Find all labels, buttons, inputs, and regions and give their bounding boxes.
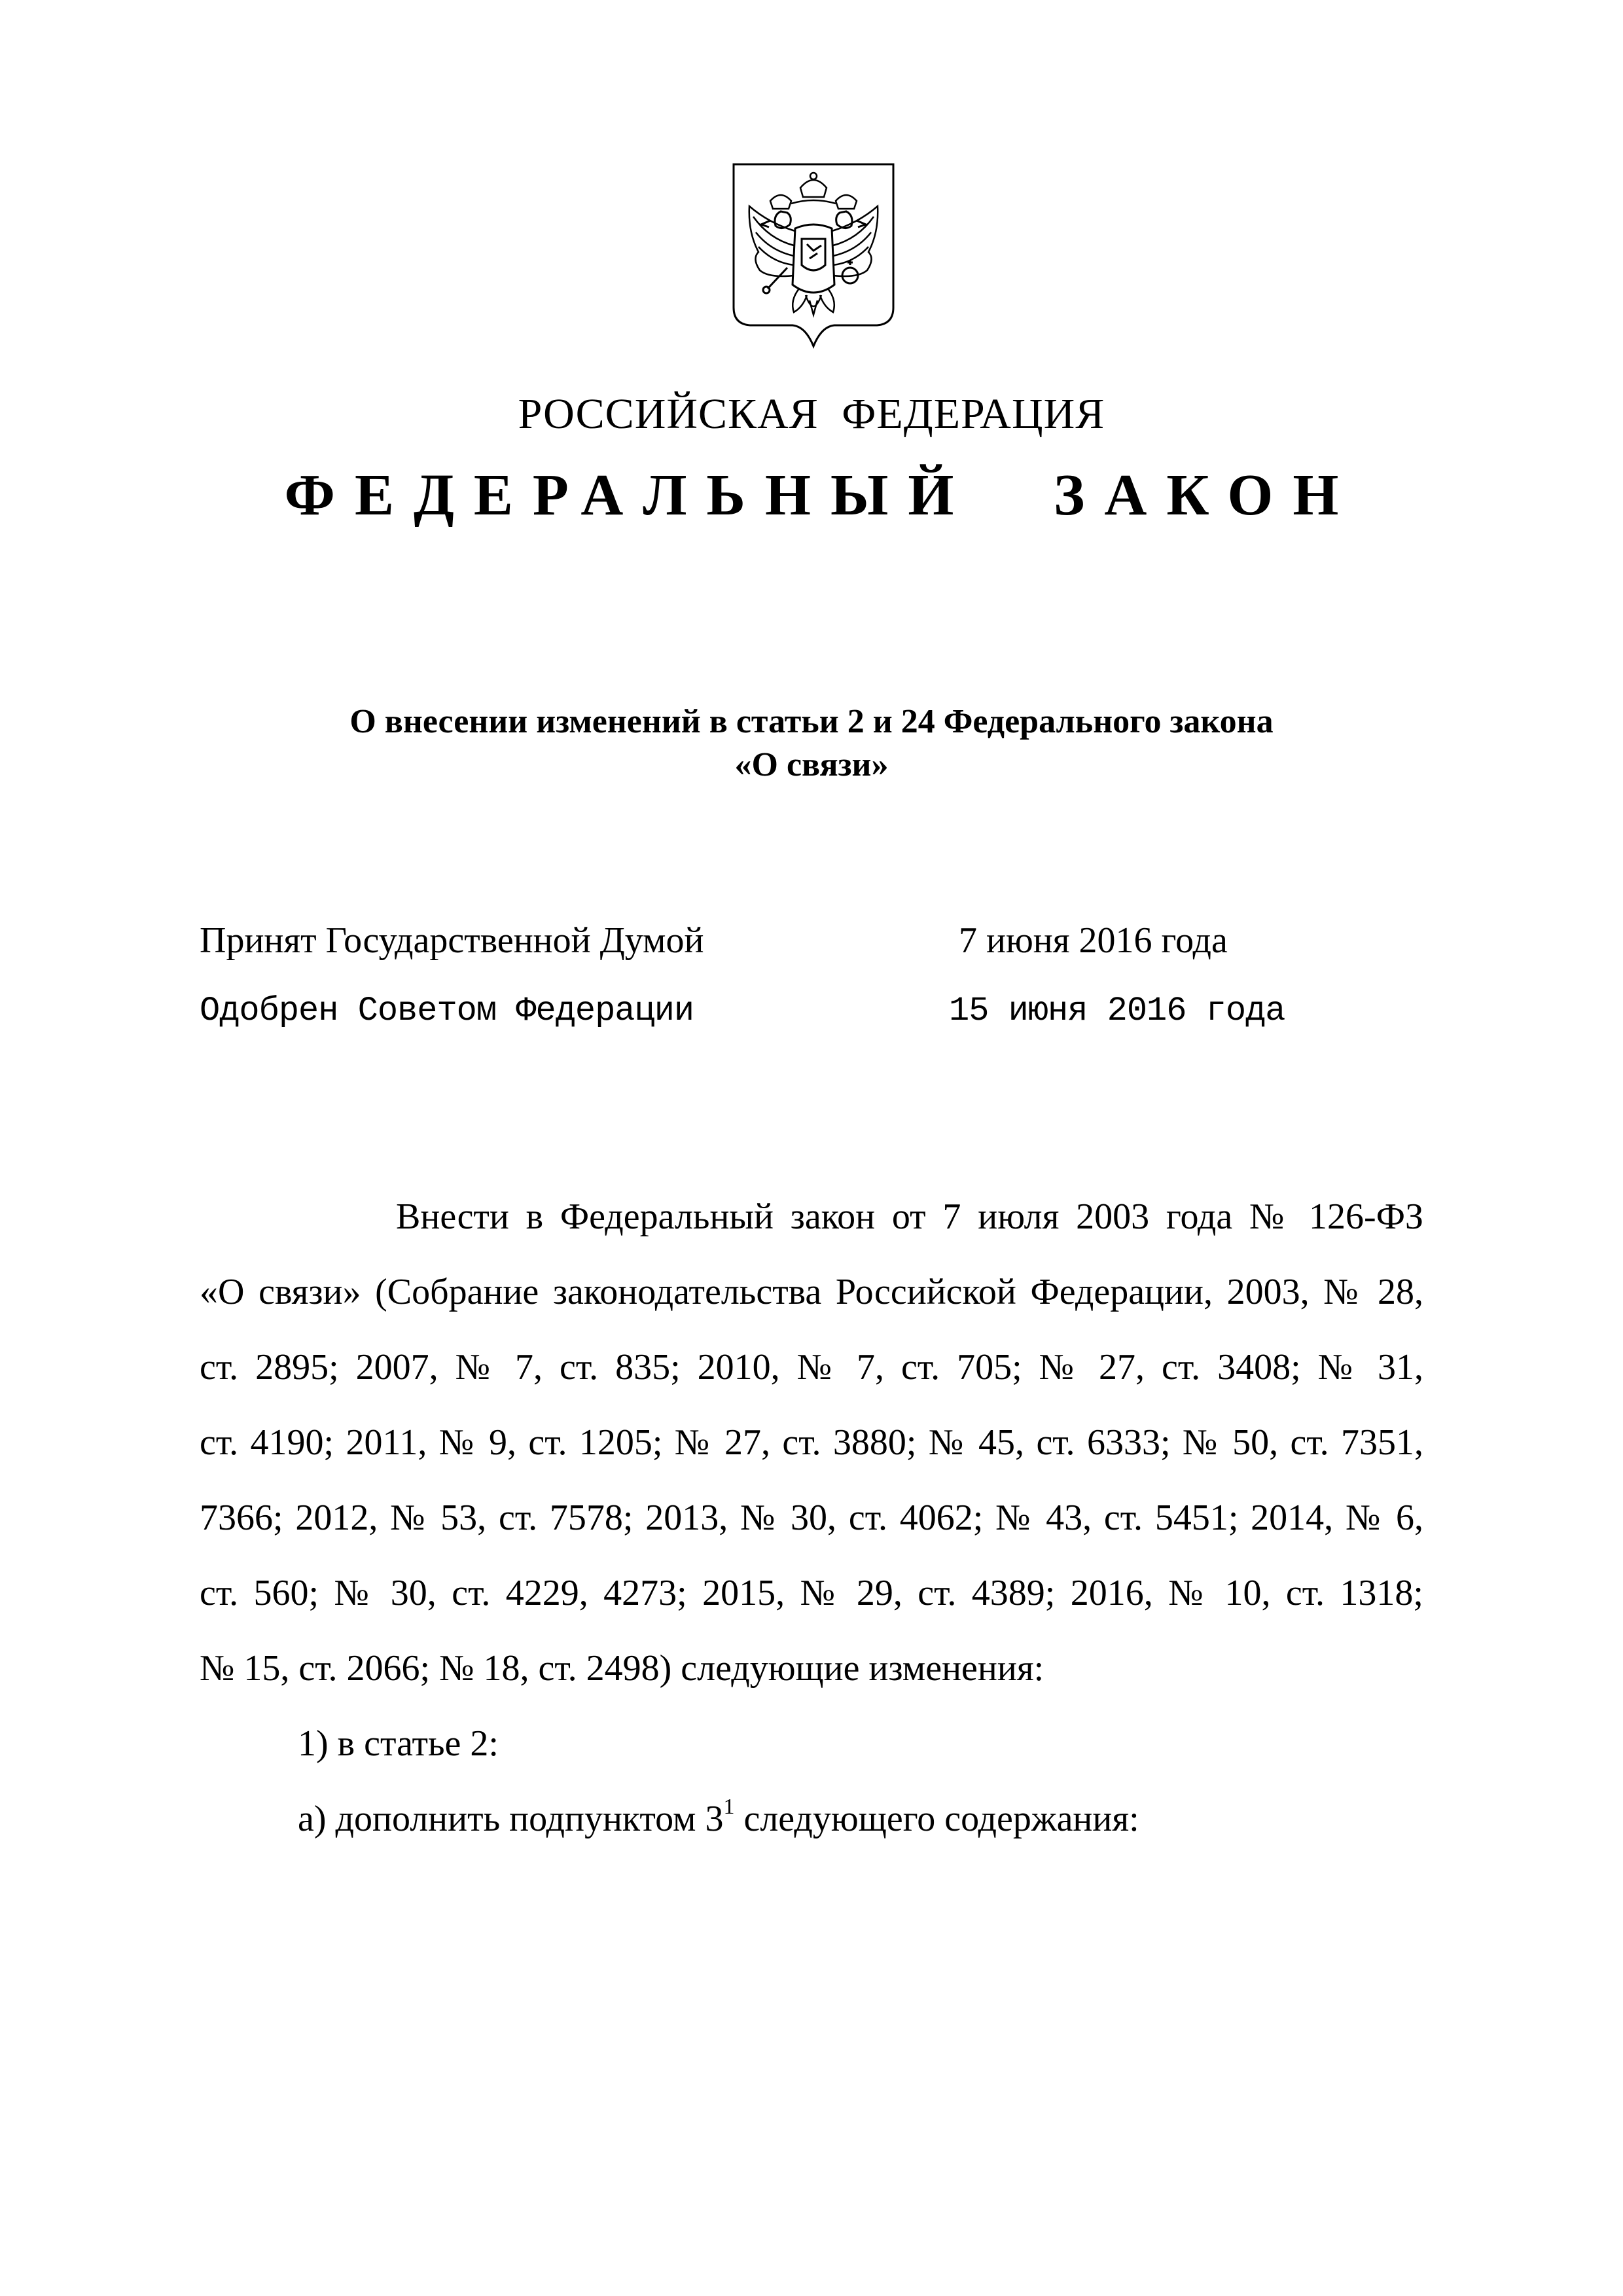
body-line: № 15, ст. 2066; № 18, ст. 2498) следующие изменения: [200,1648,1044,1689]
list-item: 1) в статье 2: [298,1723,499,1764]
adoption-label: Принят Государственной Думой [200,920,704,961]
coat-of-arms-emblem [730,160,897,350]
document-body [200,1179,1423,1861]
adoption-row-council [200,992,1378,1037]
body-line: «О связи» (Собрание законодательства Российской Федерации, 2003, № 28, [200,1272,1423,1312]
adoption-row-duma [200,920,1378,965]
country-heading: РОССИЙСКАЯ ФЕДЕРАЦИЯ [518,390,1105,438]
adoption-date: 15 июня 2016 года [949,992,1285,1030]
list-item-text: следующего содержания: [734,1799,1139,1839]
law-title [0,700,1623,787]
body-line: ст. 4190; 2011, № 9, ст. 1205; № 27, ст. 3880; № 45, ст. 6333; № 50, ст. 7351, [200,1422,1423,1463]
body-line: ст. 560; № 30, ст. 4229, 4273; 2015, № 29, ст. 4389; 2016, № 10, ст. 1318; [200,1573,1423,1613]
law-title-line: О внесении изменений в статьи 2 и 24 Федерального закона [349,703,1274,740]
body-paragraph [200,1179,1423,1706]
law-title-line: «О связи» [734,746,889,783]
document-type-heading: ФЕДЕРАЛЬНЫЙ ЗАКОН [284,463,1359,528]
adoption-label: Одобрен Советом Федерации [200,992,694,1030]
adoption-date: 7 июня 2016 года [959,920,1228,961]
list-item [200,1782,1423,1861]
body-line: Внести в Федеральный закон от 7 июля 2003 года № 126-ФЗ [396,1196,1423,1237]
body-line: ст. 2895; 2007, № 7, ст. 835; 2010, № 7, ст. 705; № 27, ст. 3408; № 31, [200,1347,1423,1388]
russian-coat-of-arms-icon [730,160,897,350]
body-line: 7366; 2012, № 53, ст. 7578; 2013, № 30, ст. 4062; № 43, ст. 5451; 2014, № 6, [200,1498,1423,1538]
superscript: 1 [723,1795,735,1819]
list-item-text: а) дополнить подпунктом 3 [298,1799,724,1839]
